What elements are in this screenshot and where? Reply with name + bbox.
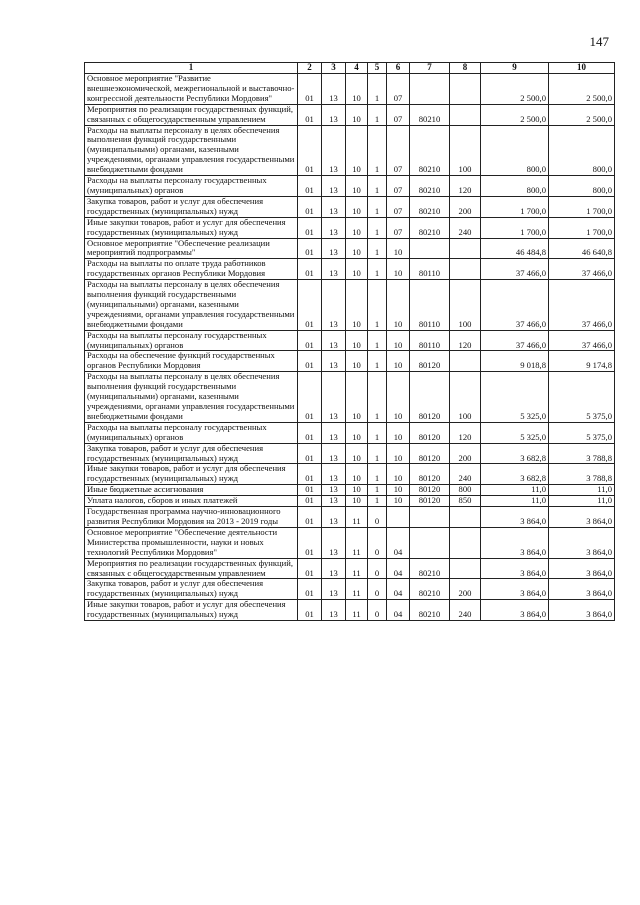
code-section: 01 [298, 104, 322, 125]
amount-col9: 3 864,0 [481, 507, 549, 528]
code-direction [410, 527, 450, 558]
code-main-activity [387, 507, 410, 528]
code-main-activity: 07 [387, 196, 410, 217]
row-name: Закупка товаров, работ и услуг для обеспечения государственных (муниципальных) нужд [85, 443, 298, 464]
code-direction: 80210 [410, 125, 450, 176]
code-main-activity: 10 [387, 485, 410, 496]
amount-col10: 5 375,0 [549, 422, 615, 443]
code-direction [410, 238, 450, 259]
code-section: 01 [298, 217, 322, 238]
amount-col9: 2 500,0 [481, 74, 549, 105]
row-name: Расходы на выплаты персоналу государственных (муниципальных) органов [85, 330, 298, 351]
code-subsection: 13 [322, 443, 346, 464]
code-main-activity: 07 [387, 104, 410, 125]
row-name: Мероприятия по реализации государственных функций, связанных с общегосударственным управлением [85, 104, 298, 125]
table-row [85, 238, 615, 259]
code-expense-type [450, 351, 481, 372]
code-program: 10 [346, 196, 368, 217]
table-row [85, 259, 615, 280]
code-main-activity: 07 [387, 125, 410, 176]
code-main-activity: 07 [387, 217, 410, 238]
code-direction: 80210 [410, 558, 450, 579]
code-subprogram: 1 [368, 259, 387, 280]
table-row [85, 280, 615, 331]
code-subprogram: 0 [368, 558, 387, 579]
code-direction: 80210 [410, 579, 450, 600]
amount-col10: 3 864,0 [549, 558, 615, 579]
code-program: 11 [346, 527, 368, 558]
code-direction: 80120 [410, 464, 450, 485]
amount-col9: 46 484,8 [481, 238, 549, 259]
amount-col9: 1 700,0 [481, 217, 549, 238]
table-row [85, 372, 615, 423]
budget-table [84, 62, 615, 621]
code-expense-type: 100 [450, 125, 481, 176]
code-subsection: 13 [322, 238, 346, 259]
code-section: 01 [298, 372, 322, 423]
code-direction: 80210 [410, 176, 450, 197]
code-section: 01 [298, 351, 322, 372]
code-subprogram: 1 [368, 238, 387, 259]
code-main-activity: 07 [387, 74, 410, 105]
code-subprogram: 1 [368, 351, 387, 372]
amount-col10: 800,0 [549, 125, 615, 176]
row-name: Уплата налогов, сборов и иных платежей [85, 496, 298, 507]
code-subsection: 13 [322, 558, 346, 579]
code-section: 01 [298, 443, 322, 464]
code-subsection: 13 [322, 579, 346, 600]
code-direction: 80110 [410, 259, 450, 280]
code-section: 01 [298, 507, 322, 528]
table-header-row [85, 63, 615, 74]
table-row [85, 558, 615, 579]
amount-col9: 5 325,0 [481, 372, 549, 423]
row-name: Основное мероприятие "Обеспечение деятельности Министерства промышленности, науки и новых технологий Республики Мордовия" [85, 527, 298, 558]
code-direction: 80210 [410, 600, 450, 621]
code-section: 01 [298, 496, 322, 507]
code-program: 10 [346, 280, 368, 331]
code-subsection: 13 [322, 507, 346, 528]
amount-col10: 3 864,0 [549, 600, 615, 621]
header-cell: 3 [322, 63, 346, 74]
table-row [85, 443, 615, 464]
amount-col9: 2 500,0 [481, 104, 549, 125]
code-subprogram: 0 [368, 600, 387, 621]
code-section: 01 [298, 422, 322, 443]
code-subsection: 13 [322, 527, 346, 558]
code-subprogram: 1 [368, 330, 387, 351]
amount-col10: 37 466,0 [549, 280, 615, 331]
row-name: Расходы на выплаты персоналу государственных (муниципальных) органов [85, 176, 298, 197]
amount-col10: 37 466,0 [549, 330, 615, 351]
code-program: 11 [346, 600, 368, 621]
code-main-activity: 10 [387, 238, 410, 259]
code-subsection: 13 [322, 372, 346, 423]
amount-col10: 3 788,8 [549, 443, 615, 464]
amount-col10: 3 864,0 [549, 527, 615, 558]
code-subprogram: 1 [368, 125, 387, 176]
code-expense-type: 100 [450, 372, 481, 423]
amount-col9: 1 700,0 [481, 196, 549, 217]
table-row [85, 527, 615, 558]
code-main-activity: 10 [387, 496, 410, 507]
code-main-activity: 10 [387, 443, 410, 464]
code-expense-type [450, 558, 481, 579]
code-subprogram: 0 [368, 579, 387, 600]
code-subprogram: 1 [368, 464, 387, 485]
code-direction: 80120 [410, 422, 450, 443]
header-cell: 7 [410, 63, 450, 74]
amount-col9: 37 466,0 [481, 259, 549, 280]
header-cell: 9 [481, 63, 549, 74]
code-program: 10 [346, 125, 368, 176]
header-cell: 4 [346, 63, 368, 74]
code-program: 10 [346, 104, 368, 125]
code-expense-type: 120 [450, 330, 481, 351]
code-subsection: 13 [322, 74, 346, 105]
amount-col10: 1 700,0 [549, 217, 615, 238]
code-main-activity: 10 [387, 280, 410, 331]
header-cell: 6 [387, 63, 410, 74]
amount-col10: 37 466,0 [549, 259, 615, 280]
code-program: 10 [346, 351, 368, 372]
amount-col10: 9 174,8 [549, 351, 615, 372]
amount-col9: 11,0 [481, 496, 549, 507]
amount-col10: 2 500,0 [549, 74, 615, 105]
code-main-activity: 04 [387, 558, 410, 579]
code-subprogram: 1 [368, 217, 387, 238]
code-expense-type [450, 74, 481, 105]
code-main-activity: 10 [387, 464, 410, 485]
header-cell: 1 [85, 63, 298, 74]
code-subprogram: 1 [368, 485, 387, 496]
row-name: Государственная программа научно-инновационного развития Республики Мордовия на 2013 - 2019 годы [85, 507, 298, 528]
amount-col9: 11,0 [481, 485, 549, 496]
row-name: Закупка товаров, работ и услуг для обеспечения государственных (муниципальных) нужд [85, 196, 298, 217]
table-row [85, 125, 615, 176]
code-subprogram: 1 [368, 196, 387, 217]
code-program: 10 [346, 176, 368, 197]
code-program: 10 [346, 443, 368, 464]
table-row [85, 579, 615, 600]
row-name: Расходы на выплаты персоналу государственных (муниципальных) органов [85, 422, 298, 443]
code-main-activity: 07 [387, 176, 410, 197]
code-expense-type: 200 [450, 579, 481, 600]
code-subprogram: 1 [368, 176, 387, 197]
code-main-activity: 10 [387, 372, 410, 423]
header-cell: 10 [549, 63, 615, 74]
code-subprogram: 0 [368, 527, 387, 558]
code-program: 10 [346, 464, 368, 485]
table-body [85, 74, 615, 621]
row-name: Закупка товаров, работ и услуг для обеспечения государственных (муниципальных) нужд [85, 579, 298, 600]
code-program: 10 [346, 496, 368, 507]
code-expense-type: 240 [450, 217, 481, 238]
code-direction [410, 507, 450, 528]
amount-col9: 9 018,8 [481, 351, 549, 372]
code-subsection: 13 [322, 125, 346, 176]
amount-col10: 1 700,0 [549, 196, 615, 217]
code-subsection: 13 [322, 217, 346, 238]
code-program: 10 [346, 74, 368, 105]
table-row [85, 176, 615, 197]
code-expense-type: 120 [450, 422, 481, 443]
code-subsection: 13 [322, 485, 346, 496]
code-direction: 80210 [410, 104, 450, 125]
table-row [85, 464, 615, 485]
code-expense-type: 800 [450, 485, 481, 496]
amount-col10: 11,0 [549, 496, 615, 507]
code-direction: 80210 [410, 217, 450, 238]
code-expense-type: 240 [450, 600, 481, 621]
amount-col9: 5 325,0 [481, 422, 549, 443]
code-section: 01 [298, 280, 322, 331]
code-section: 01 [298, 330, 322, 351]
code-direction: 80120 [410, 372, 450, 423]
code-direction: 80120 [410, 496, 450, 507]
code-expense-type [450, 238, 481, 259]
table-row [85, 351, 615, 372]
code-section: 01 [298, 558, 322, 579]
code-subsection: 13 [322, 196, 346, 217]
table-row [85, 485, 615, 496]
code-program: 10 [346, 372, 368, 423]
row-name: Расходы на выплаты персоналу в целях обеспечения выполнения функций государственными (муниципальными) органами, казенными учреждениями, органами управления государственными внебюджетными фондами [85, 280, 298, 331]
row-name: Мероприятия по реализации государственных функций, связанных с общегосударственным управлением [85, 558, 298, 579]
code-subprogram: 1 [368, 422, 387, 443]
table-row [85, 196, 615, 217]
code-program: 10 [346, 422, 368, 443]
code-subsection: 13 [322, 176, 346, 197]
code-section: 01 [298, 485, 322, 496]
code-expense-type [450, 259, 481, 280]
code-subprogram: 1 [368, 443, 387, 464]
code-section: 01 [298, 125, 322, 176]
code-program: 11 [346, 558, 368, 579]
row-name: Основное мероприятие "Развитие внешнеэкономической, межрегиональной и выставочно-конгрессной деятельности Республики Мордовия" [85, 74, 298, 105]
row-name: Расходы на обеспечение функций государственных органов Республики Мордовия [85, 351, 298, 372]
code-main-activity: 04 [387, 579, 410, 600]
amount-col10: 2 500,0 [549, 104, 615, 125]
code-program: 10 [346, 238, 368, 259]
code-program: 10 [346, 259, 368, 280]
table-row [85, 422, 615, 443]
table-row [85, 330, 615, 351]
amount-col10: 46 640,8 [549, 238, 615, 259]
code-subsection: 13 [322, 104, 346, 125]
amount-col9: 3 682,8 [481, 443, 549, 464]
code-expense-type: 100 [450, 280, 481, 331]
code-section: 01 [298, 196, 322, 217]
code-subprogram: 0 [368, 507, 387, 528]
row-name: Расходы на выплаты по оплате труда работников государственных органов Республики Мордовия [85, 259, 298, 280]
code-subprogram: 1 [368, 496, 387, 507]
row-name: Иные закупки товаров, работ и услуг для обеспечения государственных (муниципальных) нужд [85, 464, 298, 485]
code-program: 10 [346, 330, 368, 351]
code-direction: 80210 [410, 196, 450, 217]
code-program: 10 [346, 217, 368, 238]
code-section: 01 [298, 176, 322, 197]
header-cell: 2 [298, 63, 322, 74]
row-name: Иные бюджетные ассигнования [85, 485, 298, 496]
code-expense-type: 200 [450, 443, 481, 464]
code-program: 11 [346, 507, 368, 528]
code-subsection: 13 [322, 496, 346, 507]
code-subsection: 13 [322, 280, 346, 331]
code-expense-type: 200 [450, 196, 481, 217]
amount-col9: 3 682,8 [481, 464, 549, 485]
code-expense-type: 120 [450, 176, 481, 197]
amount-col9: 37 466,0 [481, 280, 549, 331]
amount-col10: 3 788,8 [549, 464, 615, 485]
row-name: Расходы на выплаты персоналу в целях обеспечения выполнения функций государственными (муниципальными) органами, казенными учреждениями, органами управления государственными внебюджетными фондами [85, 125, 298, 176]
code-section: 01 [298, 600, 322, 621]
header-cell: 5 [368, 63, 387, 74]
code-direction: 80120 [410, 443, 450, 464]
code-expense-type [450, 527, 481, 558]
amount-col10: 5 375,0 [549, 372, 615, 423]
code-subsection: 13 [322, 351, 346, 372]
amount-col9: 3 864,0 [481, 600, 549, 621]
amount-col10: 11,0 [549, 485, 615, 496]
code-section: 01 [298, 579, 322, 600]
code-main-activity: 04 [387, 527, 410, 558]
amount-col9: 3 864,0 [481, 579, 549, 600]
amount-col9: 3 864,0 [481, 527, 549, 558]
code-subprogram: 1 [368, 372, 387, 423]
code-direction: 80120 [410, 351, 450, 372]
code-subprogram: 1 [368, 104, 387, 125]
amount-col10: 800,0 [549, 176, 615, 197]
table-row [85, 217, 615, 238]
amount-col9: 37 466,0 [481, 330, 549, 351]
code-section: 01 [298, 74, 322, 105]
row-name: Иные закупки товаров, работ и услуг для обеспечения государственных (муниципальных) нужд [85, 217, 298, 238]
code-main-activity: 10 [387, 422, 410, 443]
page-number: 147 [589, 34, 609, 49]
code-main-activity: 04 [387, 600, 410, 621]
code-section: 01 [298, 527, 322, 558]
code-subprogram: 1 [368, 280, 387, 331]
code-subsection: 13 [322, 464, 346, 485]
code-expense-type: 850 [450, 496, 481, 507]
code-expense-type: 240 [450, 464, 481, 485]
table-row [85, 74, 615, 105]
row-name: Основное мероприятие "Обеспечение реализации мероприятий подпрограммы" [85, 238, 298, 259]
code-subsection: 13 [322, 600, 346, 621]
code-subsection: 13 [322, 422, 346, 443]
header-cell: 8 [450, 63, 481, 74]
amount-col9: 800,0 [481, 125, 549, 176]
code-main-activity: 10 [387, 330, 410, 351]
code-program: 11 [346, 579, 368, 600]
code-expense-type [450, 104, 481, 125]
amount-col10: 3 864,0 [549, 579, 615, 600]
code-subprogram: 1 [368, 74, 387, 105]
code-direction: 80110 [410, 280, 450, 331]
amount-col10: 3 864,0 [549, 507, 615, 528]
code-direction: 80110 [410, 330, 450, 351]
code-main-activity: 10 [387, 259, 410, 280]
code-section: 01 [298, 259, 322, 280]
code-section: 01 [298, 464, 322, 485]
table-row [85, 600, 615, 621]
code-subsection: 13 [322, 330, 346, 351]
code-expense-type [450, 507, 481, 528]
code-main-activity: 10 [387, 351, 410, 372]
code-program: 10 [346, 485, 368, 496]
code-direction: 80120 [410, 485, 450, 496]
amount-col9: 800,0 [481, 176, 549, 197]
code-subsection: 13 [322, 259, 346, 280]
code-direction [410, 74, 450, 105]
table-row [85, 104, 615, 125]
table-row [85, 507, 615, 528]
amount-col9: 3 864,0 [481, 558, 549, 579]
row-name: Расходы на выплаты персоналу в целях обеспечения выполнения функций государственными (муниципальными) органами, казенными учреждениями, органами управления государственными внебюджетными фондами [85, 372, 298, 423]
row-name: Иные закупки товаров, работ и услуг для обеспечения государственных (муниципальных) нужд [85, 600, 298, 621]
table-row [85, 496, 615, 507]
code-section: 01 [298, 238, 322, 259]
